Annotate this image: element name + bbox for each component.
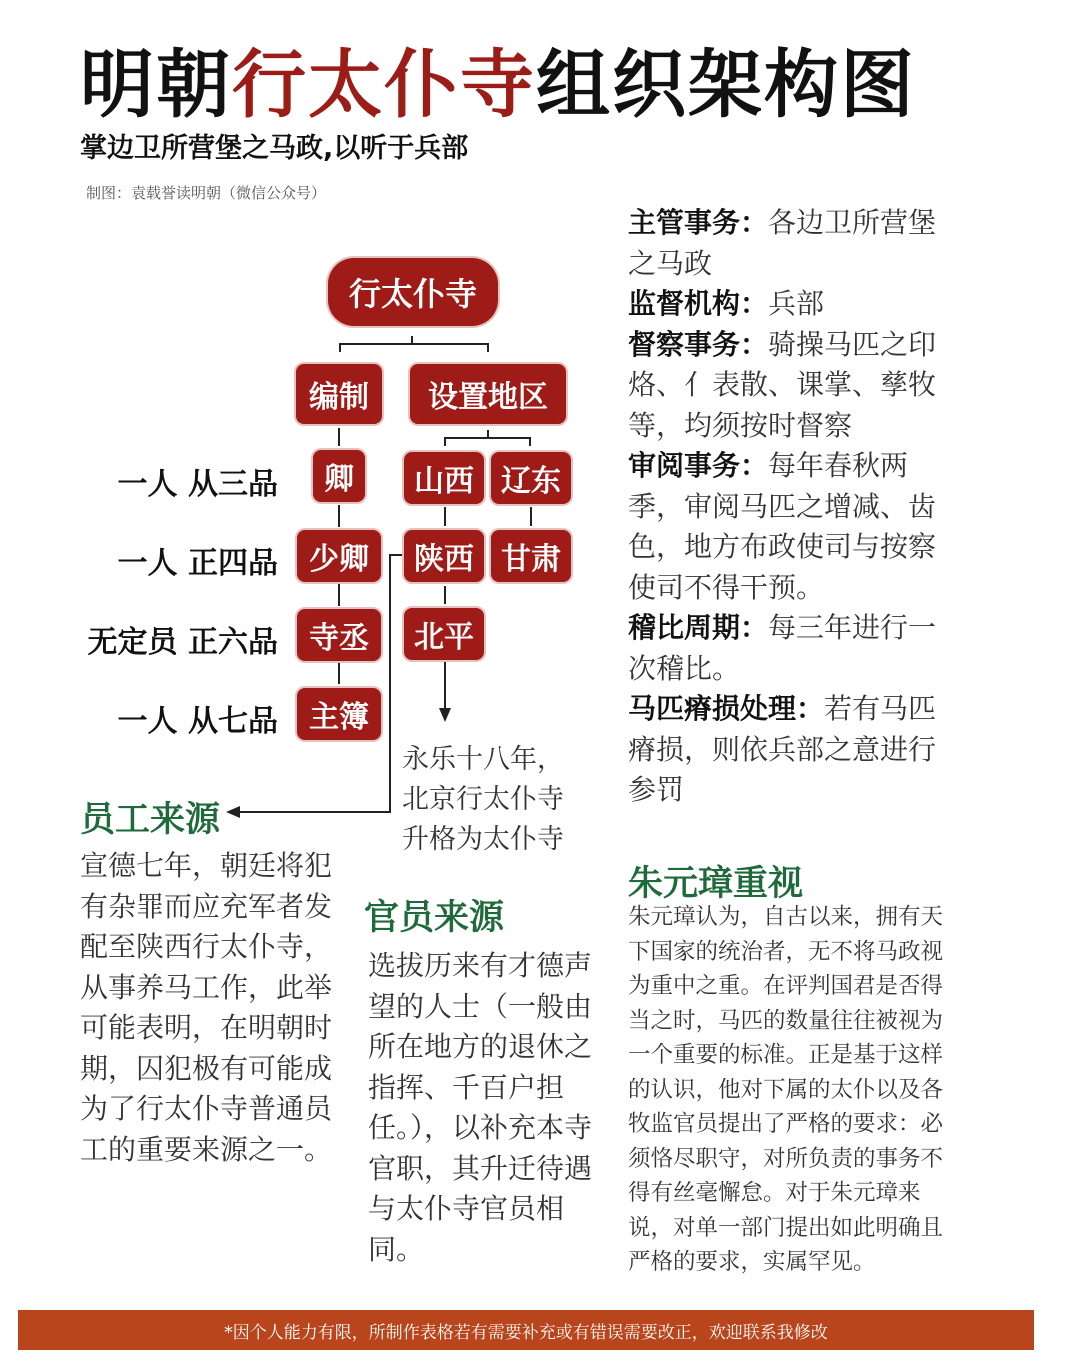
position-zhubu-box: 主簿 (297, 688, 381, 740)
rank-label-zhubu: 一人 从七品 (117, 704, 278, 739)
rank-label-sicheng: 无定员 正六品 (87, 625, 278, 660)
branch-region-box: 设置地区 (410, 364, 566, 424)
position-qing-box: 卿 (313, 450, 365, 502)
region-shanxi-box: 山西 (404, 452, 484, 504)
info-item-inspection: 督察事务：骑操马匹之印烙、亻表散、课掌、孳牧等，均须按时督察 (628, 327, 937, 442)
credit-text: 制图：袁载誉读明朝（微信公众号） (86, 184, 327, 202)
position-shaoqing-box: 少卿 (297, 530, 381, 582)
info-item-review: 审阅事务：每年春秋两季，审阅马匹之增减、齿色，地方布政使司与按察使司不得干预。 (628, 449, 937, 604)
region-beiping-box: 北平 (404, 608, 484, 660)
info-item-horse-loss: 马匹瘠损处理：若有马匹瘠损，则依兵部之意进行参罚 (628, 692, 937, 806)
zhu-attention-heading: 朱元璋重视 (628, 864, 804, 904)
rank-label-shaoqing: 一人 正四品 (117, 546, 278, 581)
region-shaanxi-box: 陕西 (404, 530, 484, 582)
footer-note: *因个人能力有限，所制作表格若有需要补充或有错误需要改正，欢迎联系我修改 (18, 1310, 1034, 1350)
title-part3: 组织架构图 (536, 42, 916, 128)
zhu-attention-text: 朱元璋认为，自古以来，拥有天下国家的统治者，无不将马政视为重中之重。在评判国君是否得当之时，马匹的数量往往被视为一个重要的标准。正是基于这样的认识，他对下属的太仆以及各牧监官员提出了严格的要求：必须恪尽职守，对所负责的事务不得有丝毫懈怠。对于朱元璋来说，对单一部门提出如此明确且严格的要求，实属罕见。 (628, 904, 944, 1275)
info-item-audit-cycle: 稽比周期：每三年进行一次稽比。 (628, 611, 937, 685)
org-root-box: 行太仆寺 (328, 258, 498, 326)
rank-label-qing: 一人 从三品 (117, 467, 278, 502)
official-source-text: 选拔历来有才德声望的人士（一般由所在地方的退休之指挥、千百户担任。），以补充本寺官职，其升迁待遇与太仆寺官员相同。 (368, 949, 593, 1266)
right-info-panel (628, 203, 948, 811)
title-part1: 明朝 (80, 42, 232, 128)
branch-establishment-box: 编制 (296, 364, 382, 424)
info-item-duty: 主管事务：各边卫所营堡之马政 (628, 206, 937, 280)
region-liaodong-box: 辽东 (491, 452, 571, 504)
info-item-supervisor: 监督机构：兵部 (628, 287, 825, 320)
title-part2: 行太仆寺 (232, 42, 536, 128)
beiping-note: 永乐十八年，北京行太仆寺升格为太仆寺 (402, 744, 564, 855)
official-source-heading: 官员来源 (364, 898, 505, 938)
region-gansu-box: 甘肃 (491, 530, 571, 582)
page-subtitle: 掌边卫所营堡之马政,以听于兵部 (80, 133, 469, 164)
position-sicheng-box: 寺丞 (297, 609, 381, 661)
staff-source-heading: 员工来源 (80, 800, 221, 840)
staff-source-text: 宣德七年，朝廷将犯有杂罪而应充军者发配至陕西行太仆寺，从事养马工作，此举可能表明，在明朝时期，囚犯极有可能成为了行太仆寺普通员工的重要来源之一。 (80, 849, 333, 1166)
